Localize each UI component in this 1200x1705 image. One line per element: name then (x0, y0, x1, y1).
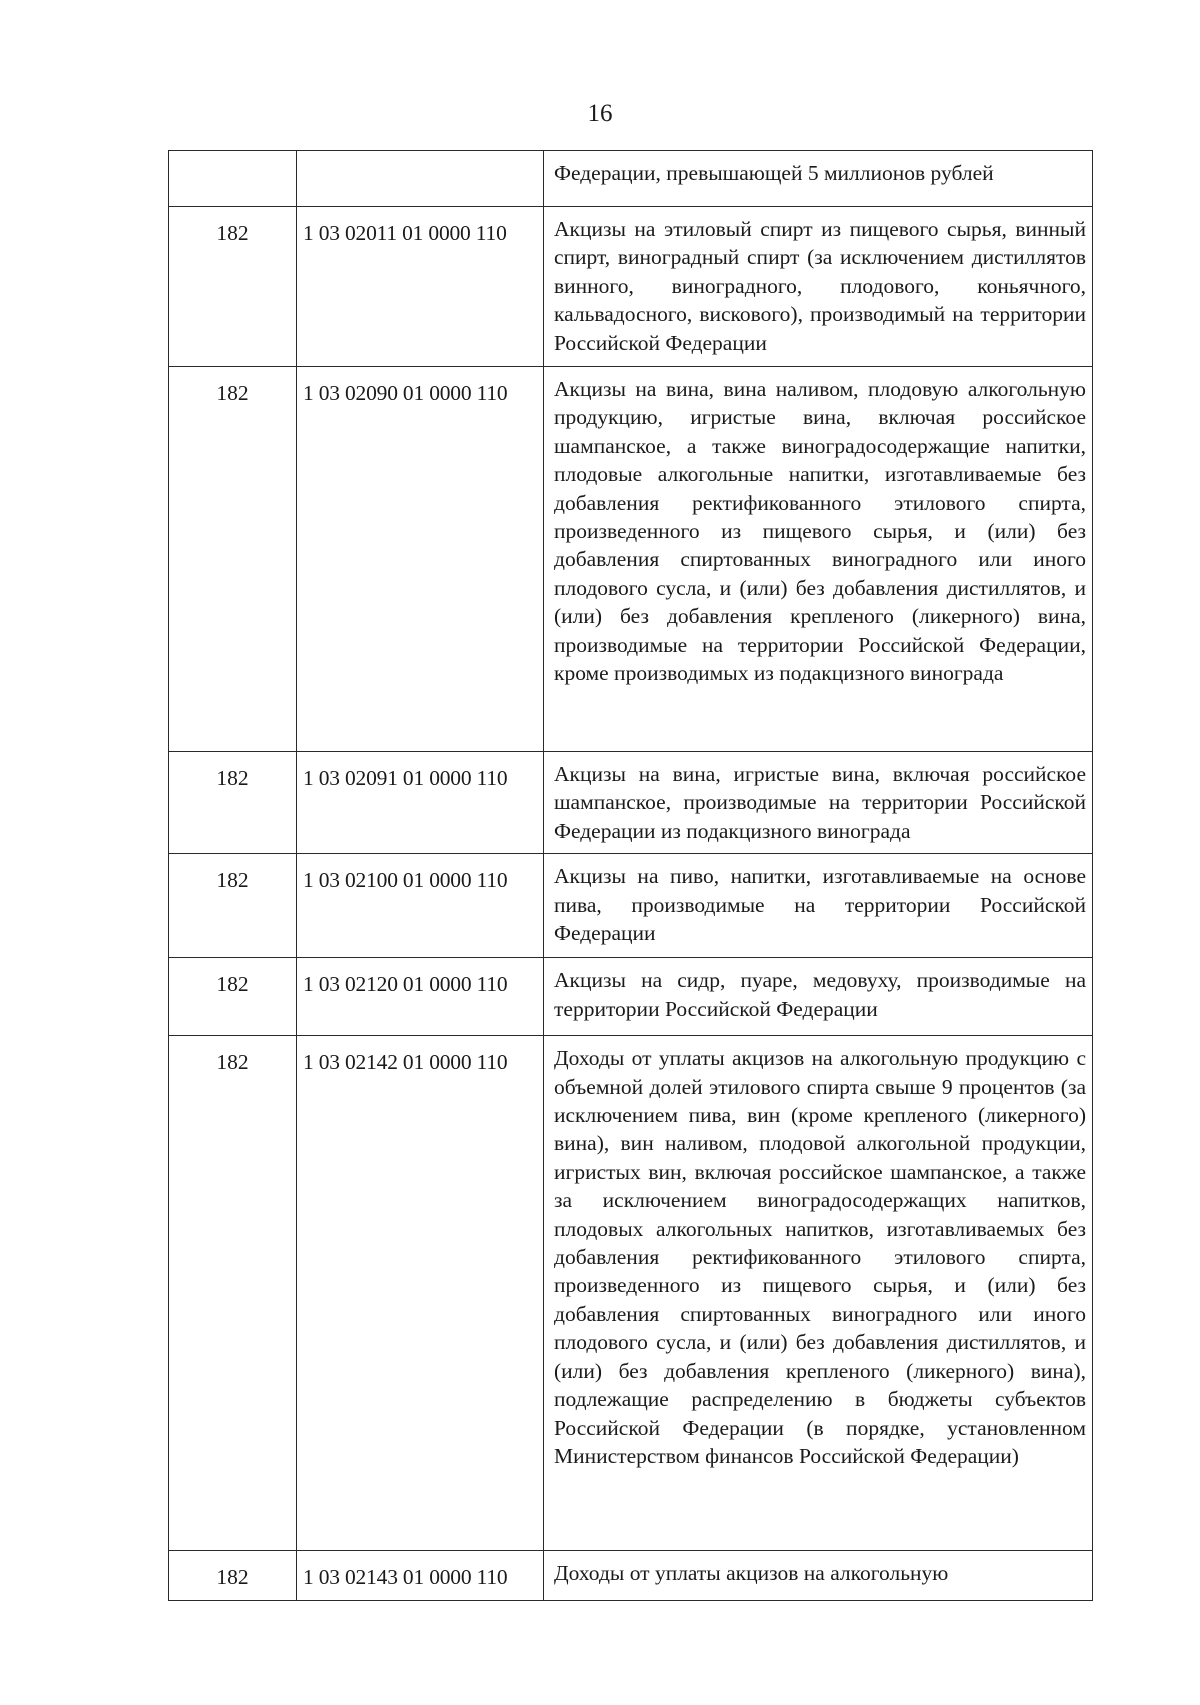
admin-code-cell: 182 (169, 958, 297, 1036)
admin-code-cell: 182 (169, 367, 297, 752)
revenue-name-cell: Акцизы на этиловый спирт из пищевого сырья, винный спирт, виноградный спирт (за исключением дистиллятов винного, виноградного, плодового, коньячного, кальвадосного, вискового), производимый на территории Российской Федерации (544, 207, 1093, 367)
page-number: 16 (587, 100, 613, 127)
budget-classification-code-cell: 1 03 02091 01 0000 110 (297, 752, 544, 854)
admin-code-cell: 182 (169, 854, 297, 958)
table-row (169, 752, 1093, 854)
admin-code-cell: 182 (169, 1036, 297, 1551)
budget-classification-code-cell: 1 03 02011 01 0000 110 (297, 207, 544, 367)
table-row (169, 958, 1093, 1036)
revenue-name-cell: Акцизы на сидр, пуаре, медовуху, производимые на территории Российской Федерации (544, 958, 1093, 1036)
budget-classification-code-cell: 1 03 02143 01 0000 110 (297, 1551, 544, 1601)
revenue-name-cell: Доходы от уплаты акцизов на алкогольную продукцию с объемной долей этилового спирта свыше 9 процентов (за исключением пива, вин (кроме крепленого (ликерного) вина), вин наливом, плодовой алкогольной продукции, игристых вин, включая российское шампанское, а также за исключением виноградосодержащих напитков, плодовых алкогольных напитков, изготавливаемых без добавления ректификованного этилового спирта, произведенного из пищевого сырья, и (или) без добавления спиртованных виноградного или иного плодового сусла, и (или) без добавления дистиллятов, и (или) без добавления крепленого (ликерного) вина), подлежащие распределению в бюджеты субъектов Российской Федерации (в порядке, установленном Министерством финансов Российской Федерации) (544, 1036, 1093, 1551)
budget-classification-code-cell: 1 03 02120 01 0000 110 (297, 958, 544, 1036)
table-row (169, 151, 1093, 207)
budget-classification-code-cell: 1 03 02090 01 0000 110 (297, 367, 544, 752)
revenue-name-cell: Акцизы на пиво, напитки, изготавливаемые на основе пива, производимые на территории Российской Федерации (544, 854, 1093, 958)
budget-codes-table (168, 150, 1093, 1601)
table-row (169, 367, 1093, 752)
budget-classification-code-cell: 1 03 02100 01 0000 110 (297, 854, 544, 958)
admin-code-cell: 182 (169, 1551, 297, 1601)
table-row (169, 854, 1093, 958)
table-row (169, 1551, 1093, 1601)
table-row (169, 1036, 1093, 1551)
budget-classification-code-cell: 1 03 02142 01 0000 110 (297, 1036, 544, 1551)
revenue-name-cell: Акцизы на вина, игристые вина, включая российское шампанское, производимые на территории Российской Федерации из подакцизного винограда (544, 752, 1093, 854)
revenue-name-cell: Федерации, превышающей 5 миллионов рублей (544, 151, 1093, 207)
budget-classification-code-cell (297, 151, 544, 207)
admin-code-cell: 182 (169, 752, 297, 854)
table-row (169, 207, 1093, 367)
revenue-name-cell: Доходы от уплаты акцизов на алкогольную (544, 1551, 1093, 1601)
revenue-name-cell: Акцизы на вина, вина наливом, плодовую алкогольную продукцию, игристые вина, включая российское шампанское, а также виноградосодержащие напитки, плодовые алкогольные напитки, изготавливаемые без добавления ректификованного этилового спирта, произведенного из пищевого сырья, и (или) без добавления спиртованных виноградного или иного плодового сусла, и (или) без добавления дистиллятов, и (или) без добавления крепленого (ликерного) вина, производимые на территории Российской Федерации, кроме производимых из подакцизного винограда (544, 367, 1093, 752)
admin-code-cell: 182 (169, 207, 297, 367)
admin-code-cell (169, 151, 297, 207)
